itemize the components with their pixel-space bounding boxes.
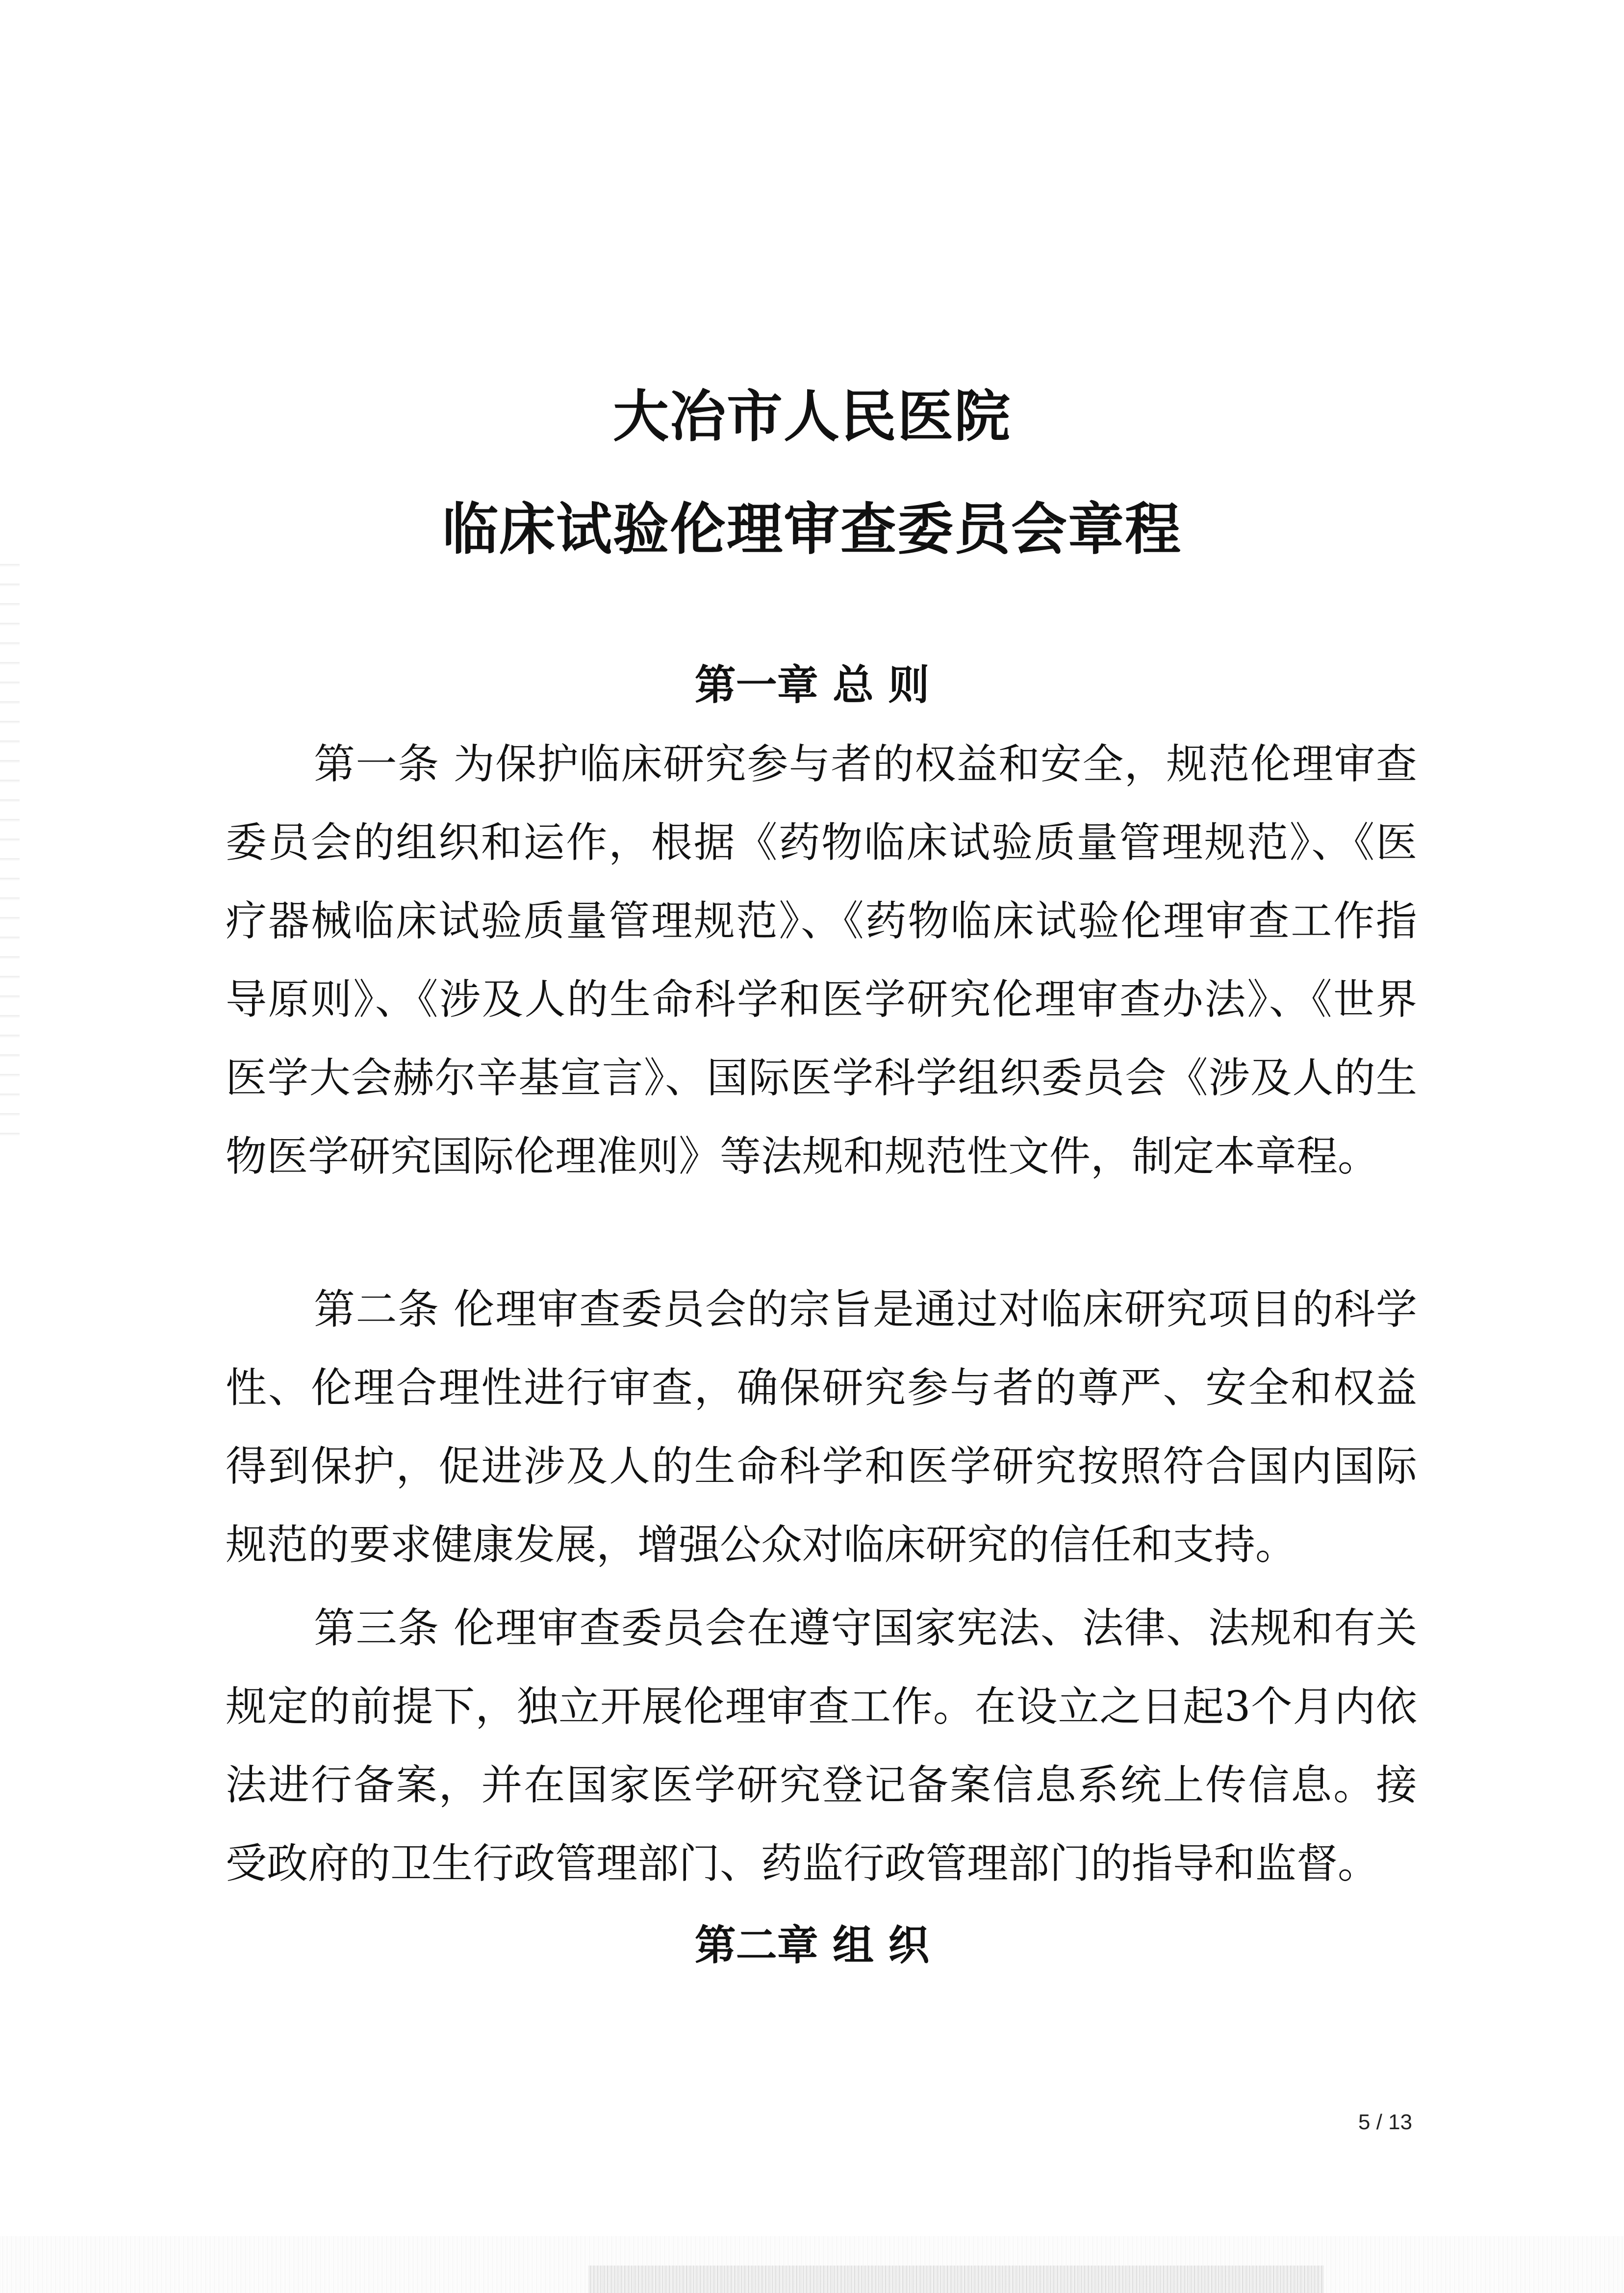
- scan-edge-artifact: [0, 564, 20, 1152]
- chapter-2-heading: 第二章 组 织: [694, 1921, 930, 1969]
- article-1-paragraph: 第一条 为保护临床研究参与者的权益和安全，规范伦理审查委员会的组织和运作，根据《药物临床试验质量管理规范》、《医疗器械临床试验质量管理规范》、《药物临床试验伦理审查工作指导原则》、《涉及人的生命科学和医学研究伦理审查办法》、《世界医学大会赫尔辛基宣言》、国际医学科学组织委员会《涉及人的生物医学研究国际伦理准则》等法规和规范性文件，制定本章程。: [226, 740, 1417, 1180]
- document-title-line-1: 大冶市人民医院: [612, 384, 1011, 449]
- document-title-line-2: 临床试验伦理审查委员会章程: [442, 497, 1182, 562]
- article-3-paragraph: 第三条 伦理审查委员会在遵守国家宪法、法律、法规和有关规定的前提下，独立开展伦理审查工作。在设立之日起3个月内依法进行备案，并在国家医学研究登记备案信息系统上传信息。接受政府的卫生行政管理部门、药监行政管理部门的指导和监督。: [226, 1604, 1417, 1887]
- chapter-1-heading: 第一章 总 则: [694, 661, 930, 709]
- page-number: 5 / 13: [1358, 2110, 1413, 2134]
- article-2-paragraph: 第二条 伦理审查委员会的宗旨是通过对临床研究项目的科学性、伦理合理性进行审查，确保研究参与者的尊严、安全和权益得到保护，促进涉及人的生命科学和医学研究按照符合国内国际规范的要求健康发展，增强公众对临床研究的信任和支持。: [226, 1285, 1417, 1569]
- scan-noise-dark-band: [588, 2266, 1324, 2293]
